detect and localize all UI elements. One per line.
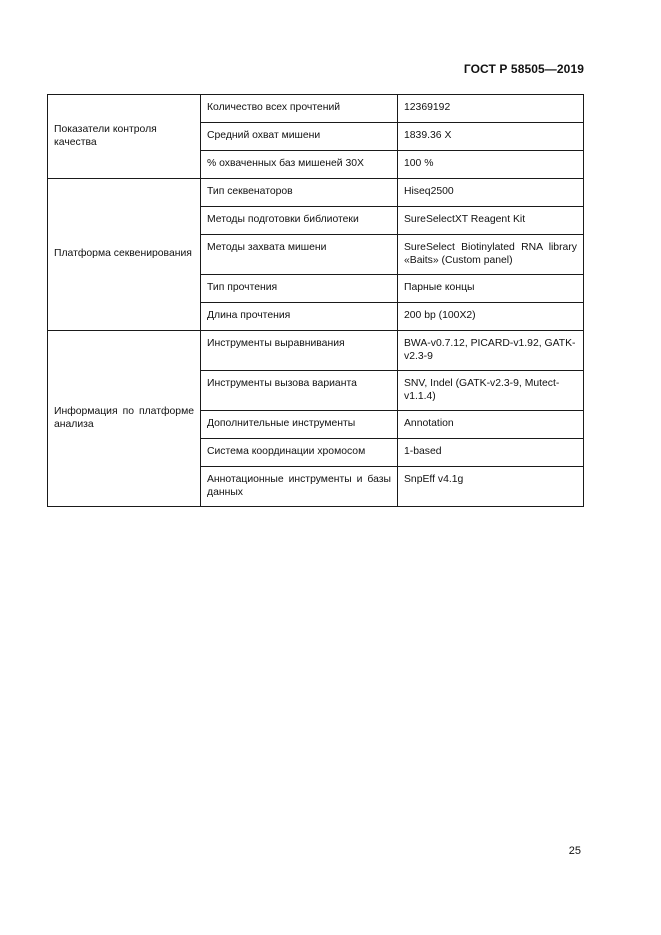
param-cell: Длина прочтения <box>201 303 398 331</box>
param-cell: Аннотационные инструменты и базы данных <box>201 467 398 507</box>
value-cell: 1-based <box>398 439 584 467</box>
param-cell: Методы подготовки библиотеки <box>201 207 398 235</box>
value-cell: BWA-v0.7.12, PICARD-v1.92, GATK-v2.3-9 <box>398 331 584 371</box>
param-cell: Средний охват мишени <box>201 123 398 151</box>
value-cell: SNV, Indel (GATK-v2.3-9, Mutect-v1.1.4) <box>398 371 584 411</box>
table-row <box>48 179 584 207</box>
page-number: 25 <box>568 845 581 857</box>
value-cell: Hiseq2500 <box>398 179 584 207</box>
parameters-table <box>47 94 584 507</box>
value-cell: Annotation <box>398 411 584 439</box>
value-cell: 12369192 <box>398 95 584 123</box>
value-cell: 200 bp (100X2) <box>398 303 584 331</box>
param-cell: Дополнительные инструменты <box>201 411 398 439</box>
param-cell: Методы захвата мишени <box>201 235 398 275</box>
value-cell: SureSelect Biotinylated RNA library «Baits» (Custom panel) <box>398 235 584 275</box>
value-cell: 1839.36 X <box>398 123 584 151</box>
value-cell: SureSelectXT Reagent Kit <box>398 207 584 235</box>
value-cell: SnpEff v4.1g <box>398 467 584 507</box>
value-cell: Парные концы <box>398 275 584 303</box>
param-cell: Количество всех прочтений <box>201 95 398 123</box>
param-cell: % охваченных баз мишеней 30X <box>201 151 398 179</box>
param-cell: Тип секвенаторов <box>201 179 398 207</box>
param-cell: Инструменты вызова варианта <box>201 371 398 411</box>
param-cell: Инструменты выравнивания <box>201 331 398 371</box>
param-cell: Тип прочтения <box>201 275 398 303</box>
group-label-analysis-platform: Информация по платформе анализа <box>48 331 201 507</box>
value-cell: 100 % <box>398 151 584 179</box>
table-row <box>48 331 584 371</box>
document-code: ГОСТ Р 58505—2019 <box>463 62 584 76</box>
group-label-sequencing-platform: Платформа секвенирования <box>48 179 201 331</box>
table-row <box>48 95 584 123</box>
param-cell: Система координации хромосом <box>201 439 398 467</box>
group-label-quality-control: Показатели контроля качества <box>48 95 201 179</box>
